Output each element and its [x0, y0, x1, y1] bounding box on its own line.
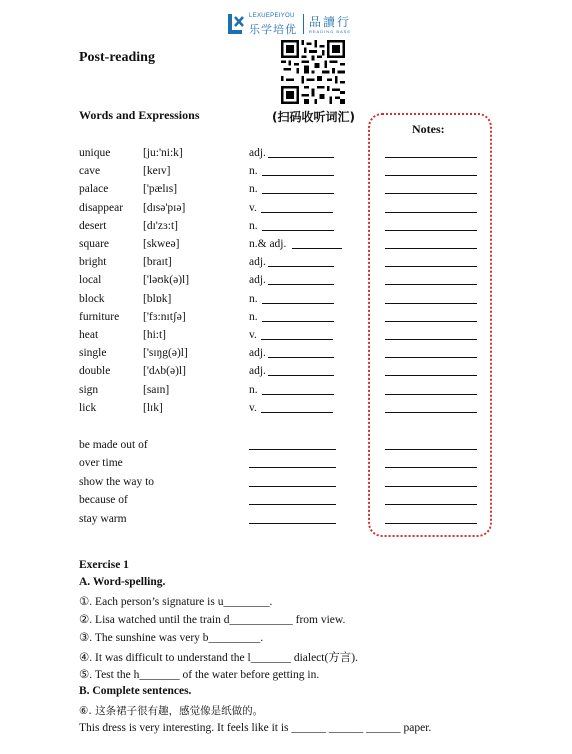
answer-blank[interactable] — [249, 437, 336, 450]
vocab-phonetic: ['pælɪs] — [143, 183, 178, 196]
logo-divider — [303, 14, 304, 34]
notes-line[interactable] — [385, 374, 477, 376]
notes-line[interactable] — [385, 485, 477, 487]
vocab-word: unique — [79, 147, 111, 159]
vocab-pos: n. — [249, 183, 258, 196]
answer-blank[interactable] — [268, 254, 334, 267]
phrase-text: over time — [79, 457, 123, 470]
answer-blank[interactable] — [249, 455, 336, 468]
answer-blank[interactable] — [249, 492, 336, 505]
section-b-heading: B. Complete sentences. — [79, 685, 192, 697]
exercise-item: ①. Each person’s signature is u________. — [79, 596, 273, 608]
vocab-word: block — [79, 292, 105, 305]
vocab-word: double — [79, 365, 111, 378]
vocab-word: bright — [79, 256, 107, 269]
vocab-phonetic: ['dʌb(ə)l] — [143, 365, 186, 378]
vocab-word: lick — [79, 401, 97, 414]
vocab-phonetic: ['ləʊk(ə)l] — [143, 274, 190, 287]
answer-blank[interactable] — [262, 309, 334, 322]
vocab-pos: n. — [249, 219, 258, 232]
notes-line[interactable] — [385, 503, 477, 505]
vocab-pos: n.& adj. — [249, 238, 287, 250]
answer-blank[interactable] — [249, 474, 336, 487]
exercise-item: ②. Lisa watched until the train d___________ from view. — [79, 614, 346, 626]
vocab-phonetic: [braɪt] — [143, 256, 172, 269]
notes-line[interactable] — [385, 247, 477, 249]
vocab-word: furniture — [79, 310, 120, 323]
vocab-pos: adj. — [249, 347, 266, 360]
notes-line[interactable] — [385, 174, 477, 176]
vocab-word: desert — [79, 219, 107, 232]
notes-line[interactable] — [385, 411, 477, 413]
notes-line[interactable] — [385, 302, 477, 304]
vocab-pos: n. — [249, 383, 258, 396]
exercise-item-en: This dress is very interesting. It feels like it is ______ ______ ______ paper. — [79, 722, 432, 734]
vocab-phonetic: [blɒk] — [143, 292, 172, 305]
notes-line[interactable] — [385, 522, 477, 524]
vocab-phonetic: [dɪ'zɜ:t] — [143, 219, 178, 232]
phrase-text: be made out of — [79, 439, 148, 451]
vocab-pos: adj. — [249, 274, 266, 287]
brand2-en: READING BASE — [309, 29, 352, 34]
phrase-text: show the way to — [79, 475, 155, 488]
vocab-word: sign — [79, 383, 99, 396]
answer-blank[interactable] — [262, 382, 334, 395]
vocab-pos: n. — [249, 292, 258, 305]
notes-line[interactable] — [385, 156, 477, 158]
notes-line[interactable] — [385, 192, 477, 194]
vocab-pos: v. — [249, 201, 257, 214]
vocab-pos: v. — [249, 401, 257, 414]
answer-blank[interactable] — [262, 163, 334, 176]
vocab-word: square — [79, 238, 110, 250]
brand-en: LEXUEPEIYOU — [249, 13, 295, 19]
section-a-heading: A. Word-spelling. — [79, 576, 166, 588]
answer-blank[interactable] — [262, 218, 334, 231]
vocab-phonetic: [saɪn] — [143, 383, 170, 396]
vocab-word: cave — [79, 165, 101, 178]
vocab-phonetic: ['fɜ:nɪtʃə] — [143, 310, 186, 323]
vocab-pos: adj. — [249, 147, 266, 159]
lexue-logo-icon — [228, 14, 245, 34]
qr-code-icon[interactable] — [281, 40, 345, 104]
notes-line[interactable] — [385, 283, 477, 285]
notes-line[interactable] — [385, 338, 477, 340]
vocab-pos: adj. — [249, 256, 266, 269]
answer-blank[interactable] — [268, 145, 334, 158]
brand-cn: 乐学培优 — [249, 23, 297, 36]
vocab-phonetic: [lɪk] — [143, 401, 163, 414]
brand2-cn: 品讀行 — [309, 15, 352, 29]
vocab-word: local — [79, 274, 102, 287]
notes-line[interactable] — [385, 211, 477, 213]
vocab-phonetic: [ju:'ni:k] — [143, 147, 183, 159]
vocab-pos: n. — [249, 310, 258, 323]
notes-line[interactable] — [385, 320, 477, 322]
vocab-phonetic: ['sɪŋg(ə)l] — [143, 347, 188, 360]
notes-line[interactable] — [385, 265, 477, 267]
notes-line[interactable] — [385, 229, 477, 231]
brand-logo — [228, 12, 354, 38]
exercise-item: ⑤. Test the h_______ of the water before getting in. — [79, 669, 320, 681]
section-title: Words and Expressions — [79, 108, 200, 122]
notes-label: Notes: — [412, 122, 445, 136]
vocab-word: disappear — [79, 201, 124, 214]
answer-blank[interactable] — [268, 345, 334, 358]
answer-blank[interactable] — [262, 181, 334, 194]
notes-line[interactable] — [385, 393, 477, 395]
answer-blank[interactable] — [261, 327, 333, 340]
vocab-word: heat — [79, 329, 99, 341]
answer-blank[interactable] — [292, 236, 342, 249]
vocab-pos: n. — [249, 165, 258, 178]
answer-blank[interactable] — [262, 291, 334, 304]
exercise-item: ③. The sunshine was very b_________. — [79, 632, 264, 644]
vocab-phonetic: [dɪsə'pɪə] — [143, 201, 186, 214]
vocab-phonetic: [hi:t] — [143, 329, 166, 341]
notes-box — [368, 113, 492, 537]
vocab-phonetic: [skweə] — [143, 238, 180, 250]
page-title: Post-reading — [79, 50, 155, 65]
answer-blank[interactable] — [268, 363, 334, 376]
answer-blank[interactable] — [261, 400, 333, 413]
answer-blank[interactable] — [249, 511, 336, 524]
answer-blank[interactable] — [268, 272, 334, 285]
scan-note: (扫码收听词汇) — [272, 110, 355, 124]
exercise-item-cn: ⑥. 这条裙子很有趣，感觉像是纸做的。 — [79, 705, 264, 717]
vocab-word: single — [79, 347, 107, 360]
vocab-pos: v. — [249, 329, 257, 341]
vocab-pos: adj. — [249, 365, 266, 378]
vocab-word: palace — [79, 183, 109, 196]
notes-line[interactable] — [385, 356, 477, 358]
answer-blank[interactable] — [261, 200, 333, 213]
vocab-phonetic: [keɪv] — [143, 165, 171, 178]
exercise-item: ④. It was difficult to understand the l_______ dialect(方言). — [79, 652, 359, 664]
phrase-text: stay warm — [79, 512, 127, 525]
phrase-text: because of — [79, 494, 128, 507]
notes-line[interactable] — [385, 466, 477, 468]
exercise-heading: Exercise 1 — [79, 559, 129, 571]
notes-line[interactable] — [385, 448, 477, 450]
